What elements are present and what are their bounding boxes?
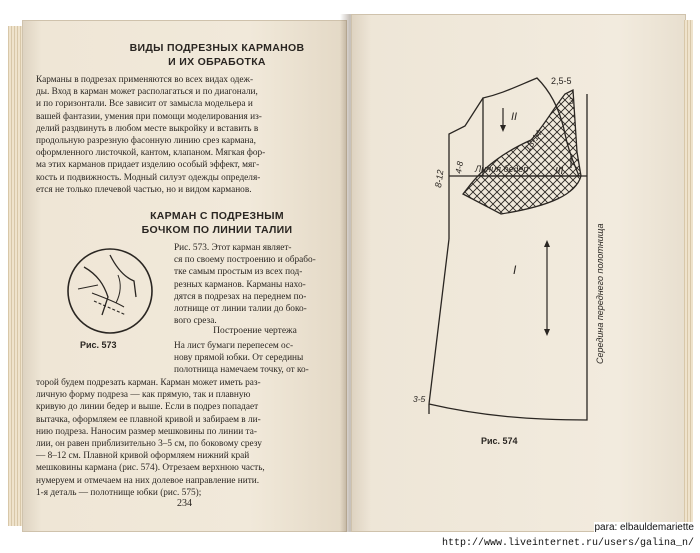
text-line: торой будем подрезать карман. Карман может иметь раз-	[36, 378, 261, 388]
text-line: лии, он равен приблизительно 3–5 см, по боковому срезу	[36, 439, 262, 450]
text-line: нумеруем и отмечаем на них долевое направление нити.	[36, 475, 260, 486]
construction-paragraph	[36, 377, 336, 499]
text-line: — 8–12 см. Плавной кривой оформляем нижний край	[36, 451, 250, 462]
hem-line	[429, 404, 587, 420]
page-title-line1: ВИДЫ ПОДРЕЗНЫХ КАРМАНОВ	[129, 42, 305, 54]
text-line: нову прямой юбки. От середины	[174, 353, 304, 364]
pocket-illustration	[64, 245, 156, 337]
label-pocket-width: 13-14	[522, 128, 544, 154]
text-line: тке самым простым из всех под-	[174, 267, 303, 278]
label-hip-line: Линия бедер	[475, 164, 529, 174]
watermark-credit: para: elbauldemariette	[594, 522, 694, 533]
text-line: ма этих карманов придает изделию особый эффект, мяг-	[36, 160, 260, 171]
right-page-edge	[684, 20, 693, 526]
text-line: оформленного листочкой, кантом, клапаном. Мягкая фор-	[36, 148, 266, 159]
text-line: продольную разрезную фасонную линию срез кармана,	[36, 136, 256, 147]
text-line: резных карманов. Карманы нахо-	[174, 279, 306, 290]
text-line: 1-я деталь — полотнище юбки (рис. 575);	[36, 487, 202, 498]
text-line: вого среза.	[174, 316, 217, 327]
label-center-line: Середина переднего полотнища	[595, 223, 605, 364]
text-line: личную форму подреза — как прямую, так и плавную	[36, 390, 251, 401]
text-line: делий раздвинуть в любом месте выкройку и вставить в	[36, 123, 259, 134]
pattern-drawing-574	[401, 64, 651, 434]
page-title-line2: И ИХ ОБРАБОТКА	[168, 56, 266, 68]
text-line: дятся в подрезах на переднем по-	[174, 291, 307, 302]
intro-paragraph	[36, 74, 336, 196]
label-top-measure: 2,5-5	[551, 76, 572, 86]
construction-intro-paragraph	[174, 340, 336, 377]
text-line: Карманы в подрезах применяются во всех видах одеж-	[36, 75, 254, 85]
label-corner-mark: 3	[569, 97, 574, 106]
text-line: вашей фантазии, умения при помощи моделирования из-	[36, 111, 262, 122]
label-part-one: I	[513, 263, 517, 277]
watermark-url: http://www.liveinternet.ru/users/galina_n/	[441, 538, 694, 549]
text-line: нию подреза. Наносим размер мешковины по линии та-	[36, 426, 257, 437]
label-part-two: II	[511, 111, 518, 123]
label-inner-measure: 4-8	[453, 160, 466, 175]
label-part-three: III	[555, 166, 564, 177]
side-seam-line	[429, 239, 449, 404]
text-line: ется не только плечевой частью, но и видом карманов.	[36, 184, 252, 195]
page-number: 234	[177, 498, 192, 509]
section-title-line2: БОЧКОМ ПО ЛИНИИ ТАЛИИ	[141, 224, 293, 236]
text-line: мешковины кармана (рис. 574). Отрезаем верхнюю часть,	[36, 463, 265, 474]
figure-574-label: Рис. 574	[481, 436, 518, 446]
text-line: ды. Вход в карман может располагаться и по диагонали,	[36, 87, 258, 98]
section-title-line1: КАРМАН С ПОДРЕЗНЫМ	[150, 210, 284, 222]
text-line: кривую до линии бедер и выше. Если в подрез попадает	[36, 402, 259, 413]
text-line: лотнище от линии талии до боко-	[174, 304, 307, 315]
construction-subheading: Построение чертежа	[213, 326, 297, 336]
text-line: ся по своему построению и обрабо-	[174, 255, 316, 266]
text-line: вытачка, оформляем ее плавной кривой и забираем в ли-	[36, 414, 261, 425]
label-side-measure: 8-12	[433, 169, 446, 189]
text-line: полотнища намечаем точку, от ко-	[174, 365, 309, 376]
left-page	[22, 20, 347, 532]
label-hem-measure: 3-5	[413, 394, 426, 404]
pocket-facing-hatch	[463, 90, 581, 214]
text-line: На лист бумаги перепесем ос-	[174, 341, 294, 351]
right-page	[351, 14, 686, 532]
figure-573-label: Рис. 573	[80, 340, 117, 350]
text-line: Рис. 573. Этот карман являет-	[174, 243, 292, 253]
text-line: кость и подвижность. Модный силуэт одежды определя-	[36, 172, 261, 183]
text-line: и по горизонтали. Все зависит от замысла модельера и	[36, 99, 253, 110]
figure-573-paragraph	[174, 242, 336, 327]
